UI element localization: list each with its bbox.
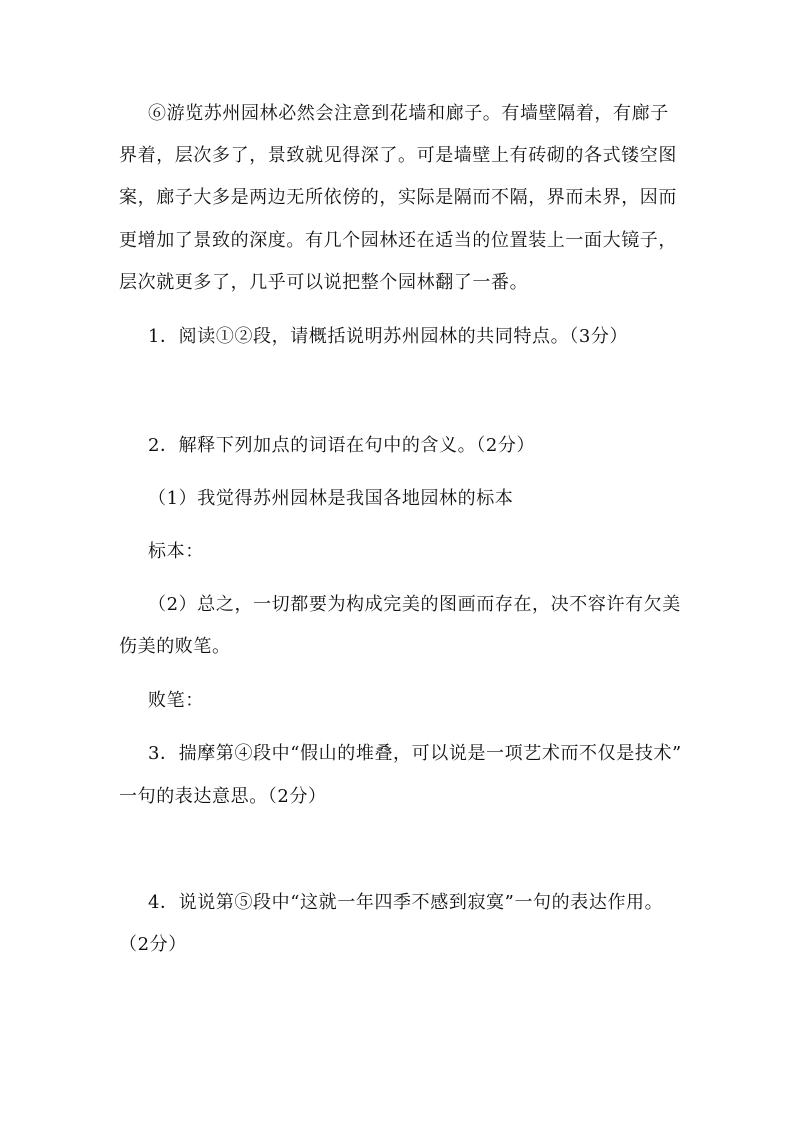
paragraph6-line-5: 层次就更多了，几乎可以说把整个园林翻了一番。 [119,272,529,293]
question-2-item-2-line-1: （2）总之，一切都要为构成完美的图画而存在，决不容许有欠美 [148,594,681,615]
question-1: 1．阅读①②段，请概括说明苏州园林的共同特点。（3分） [148,326,629,347]
paragraph6-line-1: ⑥游览苏州园林必然会注意到花墙和廊子。有墙壁隔着，有廊子 [148,103,669,124]
question-2-item-1: （1）我觉得苏州园林是我国各地园林的标本 [148,488,514,509]
question-4-line-2: （2分） [119,934,187,955]
question-2-term-2: 败笔： [148,690,204,711]
paragraph6-line-4: 更增加了景致的深度。有几个园林还在适当的位置装上一面大镜子， [119,230,677,251]
question-2: 2．解释下列加点的词语在句中的含义。（2分） [148,435,536,456]
question-3-line-1: 3．揣摩第④段中“假山的堆叠，可以说是一项艺术而不仅是技术” [148,743,682,764]
question-2-term-1: 标本： [148,541,204,562]
question-3-line-2: 一句的表达意思。（2分） [119,786,327,807]
question-4-line-1: 4．说说第⑤段中“这就一年四季不感到寂寞”一句的表达作用。 [148,892,664,913]
paragraph6-line-2: 界着，层次多了，景致就见得深了。可是墙壁上有砖砌的各式镂空图 [119,145,677,166]
question-2-item-2-line-2: 伤美的败笔。 [119,636,231,657]
paragraph6-line-3: 案，廊子大多是两边无所依傍的，实际是隔而不隔，界而未界，因而 [119,187,677,208]
